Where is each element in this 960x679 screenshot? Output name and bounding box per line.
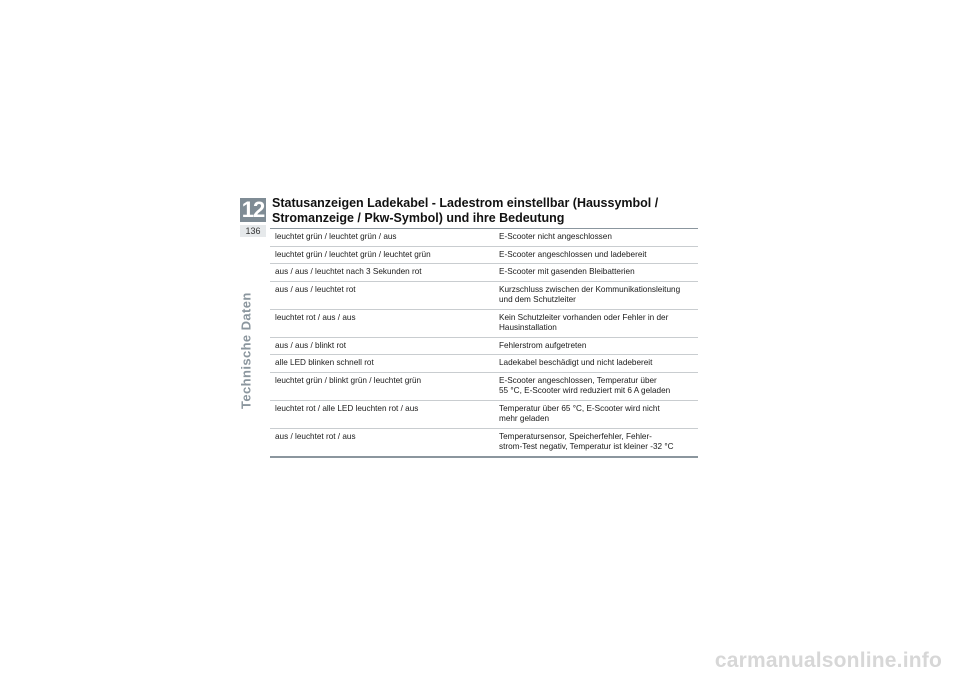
meaning-line-1: E-Scooter nicht angeschlossen xyxy=(499,232,612,241)
table-row xyxy=(270,229,698,247)
meaning-line-1: Temperatursensor, Speicherfehler, Fehler- xyxy=(499,431,652,441)
led-status-cell: alle LED blinken schnell rot xyxy=(270,355,485,373)
led-status-cell: leuchtet rot / alle LED leuchten rot / aus xyxy=(270,400,485,428)
chapter-title: Technische Daten xyxy=(238,292,254,409)
led-status-cell: leuchtet rot / aus / aus xyxy=(270,309,485,337)
meaning-line-1: Temperatur über 65 °C, E-Scooter wird nicht xyxy=(499,403,660,413)
meaning-cell xyxy=(485,355,698,373)
section-heading xyxy=(272,196,702,226)
led-status-cell: leuchtet grün / leuchtet grün / aus xyxy=(270,229,485,247)
led-status-cell: leuchtet grün / leuchtet grün / leuchtet grün xyxy=(270,246,485,264)
meaning-cell xyxy=(485,400,698,428)
meaning-line-1: E-Scooter angeschlossen, Temperatur über xyxy=(499,375,657,385)
table-row xyxy=(270,281,698,309)
section-heading-line-2: Stromanzeige / Pkw-Symbol) und ihre Bedeutung xyxy=(272,211,565,225)
table-row xyxy=(270,264,698,282)
meaning-line-1: Kein Schutzleiter vorhanden oder Fehler in der xyxy=(499,312,669,322)
watermark: carmanualsonline.info xyxy=(714,649,942,672)
meaning-line-1: Ladekabel beschädigt und nicht ladebereit xyxy=(499,358,653,367)
meaning-cell xyxy=(485,246,698,264)
led-status-cell: aus / aus / leuchtet rot xyxy=(270,281,485,309)
led-status-cell: aus / leuchtet rot / aus xyxy=(270,428,485,457)
table-row xyxy=(270,355,698,373)
led-status-cell: aus / aus / leuchtet nach 3 Sekunden rot xyxy=(270,264,485,282)
table-row xyxy=(270,337,698,355)
table-row xyxy=(270,428,698,457)
table-row xyxy=(270,372,698,400)
meaning-line-2: und dem Schutzleiter xyxy=(499,295,576,304)
meaning-line-2: Hausinstallation xyxy=(499,323,557,332)
meaning-cell xyxy=(485,428,698,457)
table-row xyxy=(270,309,698,337)
meaning-line-1: E-Scooter mit gasenden Bleibatterien xyxy=(499,267,635,276)
led-status-cell: leuchtet grün / blinkt grün / leuchtet grün xyxy=(270,372,485,400)
table-row xyxy=(270,246,698,264)
meaning-cell xyxy=(485,337,698,355)
meaning-cell xyxy=(485,309,698,337)
meaning-cell xyxy=(485,372,698,400)
page-number: 136 xyxy=(240,225,266,237)
table-row xyxy=(270,400,698,428)
meaning-cell xyxy=(485,229,698,247)
meaning-line-2: strom-Test negativ, Temperatur ist kleiner -32 °C xyxy=(499,442,674,451)
meaning-line-2: mehr geladen xyxy=(499,414,550,423)
chapter-number: 12 xyxy=(241,197,265,222)
meaning-line-1: E-Scooter angeschlossen und ladebereit xyxy=(499,249,647,259)
meaning-line-1: Fehlerstrom aufgetreten xyxy=(499,340,587,350)
status-table xyxy=(270,228,698,458)
meaning-line-2: 55 °C, E-Scooter wird reduziert mit 6 A geladen xyxy=(499,386,671,395)
led-status-cell: aus / aus / blinkt rot xyxy=(270,337,485,355)
meaning-cell xyxy=(485,281,698,309)
section-heading-line-1: Statusanzeigen Ladekabel - Ladestrom einstellbar (Haussymbol / xyxy=(272,196,659,210)
meaning-cell xyxy=(485,264,698,282)
meaning-line-1: Kurzschluss zwischen der Kommunikationsleitung xyxy=(499,284,681,294)
